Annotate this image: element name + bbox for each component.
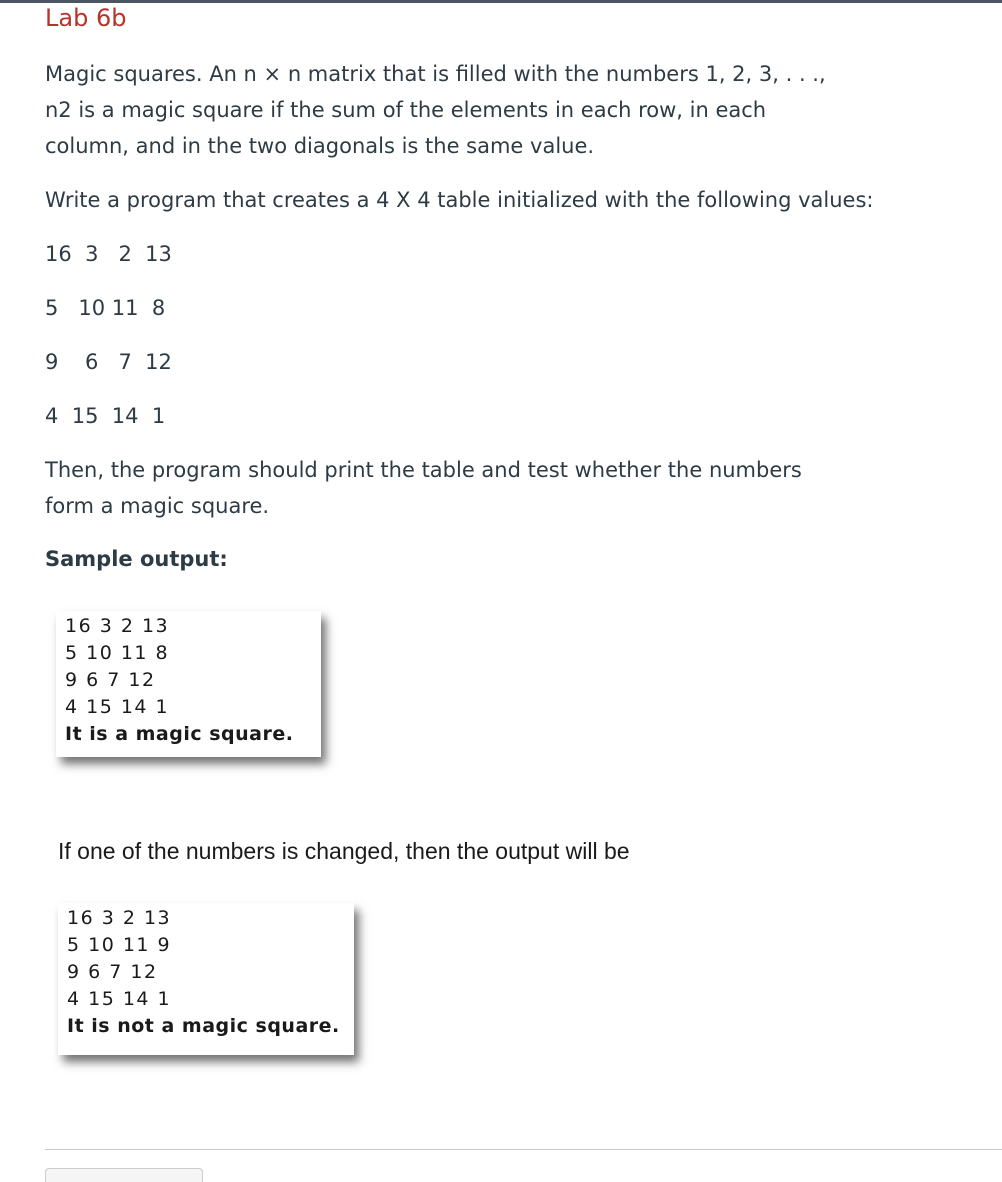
matrix-row-3: 9 6 7 12 [45, 350, 172, 374]
then-line-1: Then, the program should print the table and test whether the numbers [45, 458, 802, 482]
footer-divider [45, 1149, 1002, 1150]
output-line: 4 15 14 1 [65, 696, 170, 718]
changed-note: If one of the numbers is changed, then the output will be [58, 838, 630, 864]
sample-output-label: Sample output: [45, 547, 228, 571]
output-line: 4 15 14 1 [67, 988, 172, 1010]
output-line: 5 10 11 8 [65, 642, 170, 664]
then-line-2: form a magic square. [45, 494, 270, 518]
intro-line-1: Magic squares. An n × n matrix that is filled with the numbers 1, 2, 3, . . ., [45, 62, 826, 86]
matrix-row-1: 16 3 2 13 [45, 242, 172, 266]
output-line: 16 3 2 13 [65, 615, 170, 637]
output-line: 9 6 7 12 [65, 669, 156, 691]
changed-output-image [58, 903, 354, 1055]
output-message: It is not a magic square. [67, 1015, 340, 1037]
output-message: It is a magic square. [65, 723, 294, 745]
intro-line-3: column, and in the two diagonals is the same value. [45, 134, 595, 158]
top-border [0, 0, 1002, 3]
output-line: 9 6 7 12 [67, 961, 158, 983]
intro-line-2: n2 is a magic square if the sum of the elements in each row, in each [45, 98, 767, 122]
instruction-text: Write a program that creates a 4 X 4 table initialized with the following values: [45, 188, 874, 212]
output-line: 5 10 11 9 [67, 934, 172, 956]
matrix-row-4: 4 15 14 1 [45, 404, 166, 428]
sample-output-image [56, 611, 321, 757]
page-title: Lab 6b [45, 4, 127, 32]
output-line: 16 3 2 13 [67, 907, 172, 929]
footer-button[interactable] [45, 1168, 203, 1182]
matrix-row-2: 5 10 11 8 [45, 296, 166, 320]
